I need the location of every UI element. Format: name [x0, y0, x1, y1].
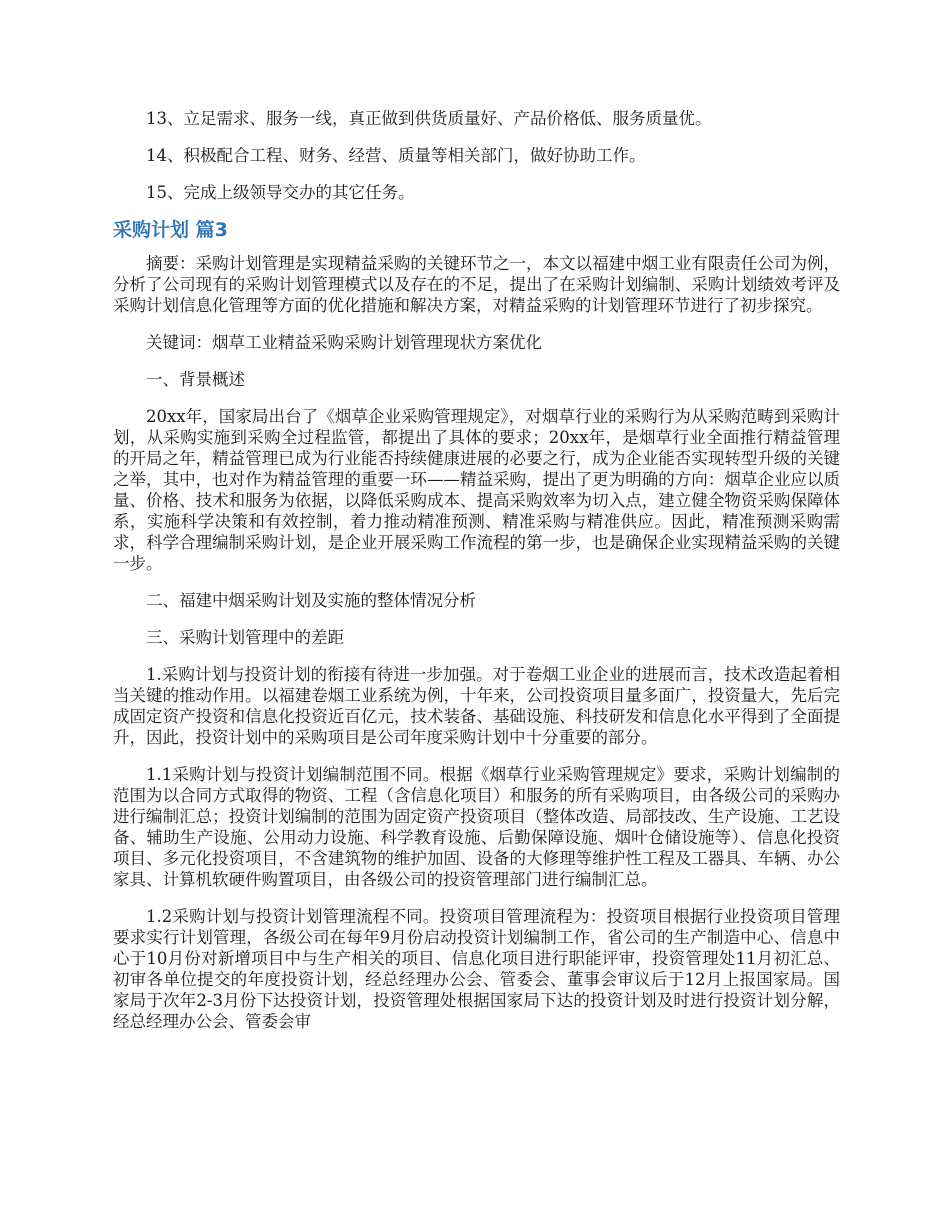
background-paragraph: 20xx年，国家局出台了《烟草企业采购管理规定》，对烟草行业的采购行为从采购范畴到采购计划，从采购实施到采购全过程监管，都提出了具体的要求；20xx年，是烟草行业全面推行精益管理的开局之年，精益管理已成为行业能否持续健康进展的必要之行，成为企业能否实现转型升级的关键之举，其中，也对作为精益管理的重要一环——精益采购，提出了更为明确的方向：烟草企业应以质量、价格、技术和服务为依据，以降低采购成本、提高采购效率为切入点，建立健全物资采购保障体系，实施科学决策和有效控制，着力推动精准预测、精准采购与精准供应。因此，精准预测采购需求，科学合理编制采购计划，是企业开展采购工作流程的第一步，也是确保企业实现精益采购的关键一步。: [113, 407, 840, 573]
document-page: [113, 108, 840, 1032]
list-item-14: 14、积极配合工程、财务、经营、质量等相关部门，做好协助工作。: [146, 146, 646, 165]
list-item-15: 15、完成上级领导交办的其它任务。: [146, 183, 415, 202]
point-1-1-paragraph: 1.1采购计划与投资计划编制范围不同。根据《烟草行业采购管理规定》要求，采购计划编制的范围为以合同方式取得的物资、工程（含信息化项目）和服务的所有采购项目，由各级公司的采购办进行编制汇总；投资计划编制的范围为固定资产投资项目（整体改造、局部技改、生产设施、工艺设备、辅助生产设施、公用动力设施、科学教育设施、后勤保障设施、烟叶仓储设施等）、信息化投资项目、多元化投资项目，不含建筑物的维护加固、设备的大修理等维护性工程及工器具、车辆、办公家具、计算机软硬件购置项目，由各级公司的投资管理部门进行编制汇总。: [113, 765, 840, 889]
point-1-2-paragraph: 1.2采购计划与投资计划管理流程不同。投资项目管理流程为：投资项目根据行业投资项目管理要求实行计划管理，各级公司在每年9月份启动投资计划编制工作，省公司的生产制造中心、信息中心于10月份对新增项目中与生产相关的项目、信息化项目进行职能评审，投资管理处11月初汇总、初审各单位提交的年度投资计划，经总经理办公会、管委会、董事会审议后于12月上报国家局。国家局于次年2-3月份下达投资计划，投资管理处根据国家局下达的投资计划及时进行投资计划分解，经总经理办公会、管委会审: [113, 907, 840, 1031]
subheading-gap: 三、采购计划管理中的差距: [146, 628, 344, 647]
abstract-paragraph: 摘要：采购计划管理是实现精益采购的关键环节之一，本文以福建中烟工业有限责任公司为例，分析了公司现有的采购计划管理模式以及存在的不足，提出了在采购计划编制、采购计划绩效考评及采购计划信息化管理等方面的优化措施和解决方案，对精益采购的计划管理环节进行了初步探究。: [113, 254, 840, 315]
subheading-analysis: 二、福建中烟采购计划及实施的整体情况分析: [146, 591, 476, 610]
list-item-13: 13、立足需求、服务一线，真正做到供货质量好、产品价格低、服务质量优。: [146, 109, 712, 128]
section-heading: 采购计划 篇3: [113, 219, 228, 241]
point-1-paragraph: 1.采购计划与投资计划的衔接有待进一步加强。对于卷烟工业企业的进展而言，技术改造起着相当关键的推动作用。以福建卷烟工业系统为例，十年来，公司投资项目量多面广，投资量大，先后完成固定资产投资和信息化投资近百亿元，技术装备、基础设施、科技研发和信息化水平得到了全面提升，因此，投资计划中的采购项目是公司年度采购计划中十分重要的部分。: [113, 665, 840, 747]
subheading-background: 一、背景概述: [146, 370, 245, 389]
keywords-paragraph: 关键词：烟草工业精益采购采购计划管理现状方案优化: [146, 333, 542, 352]
